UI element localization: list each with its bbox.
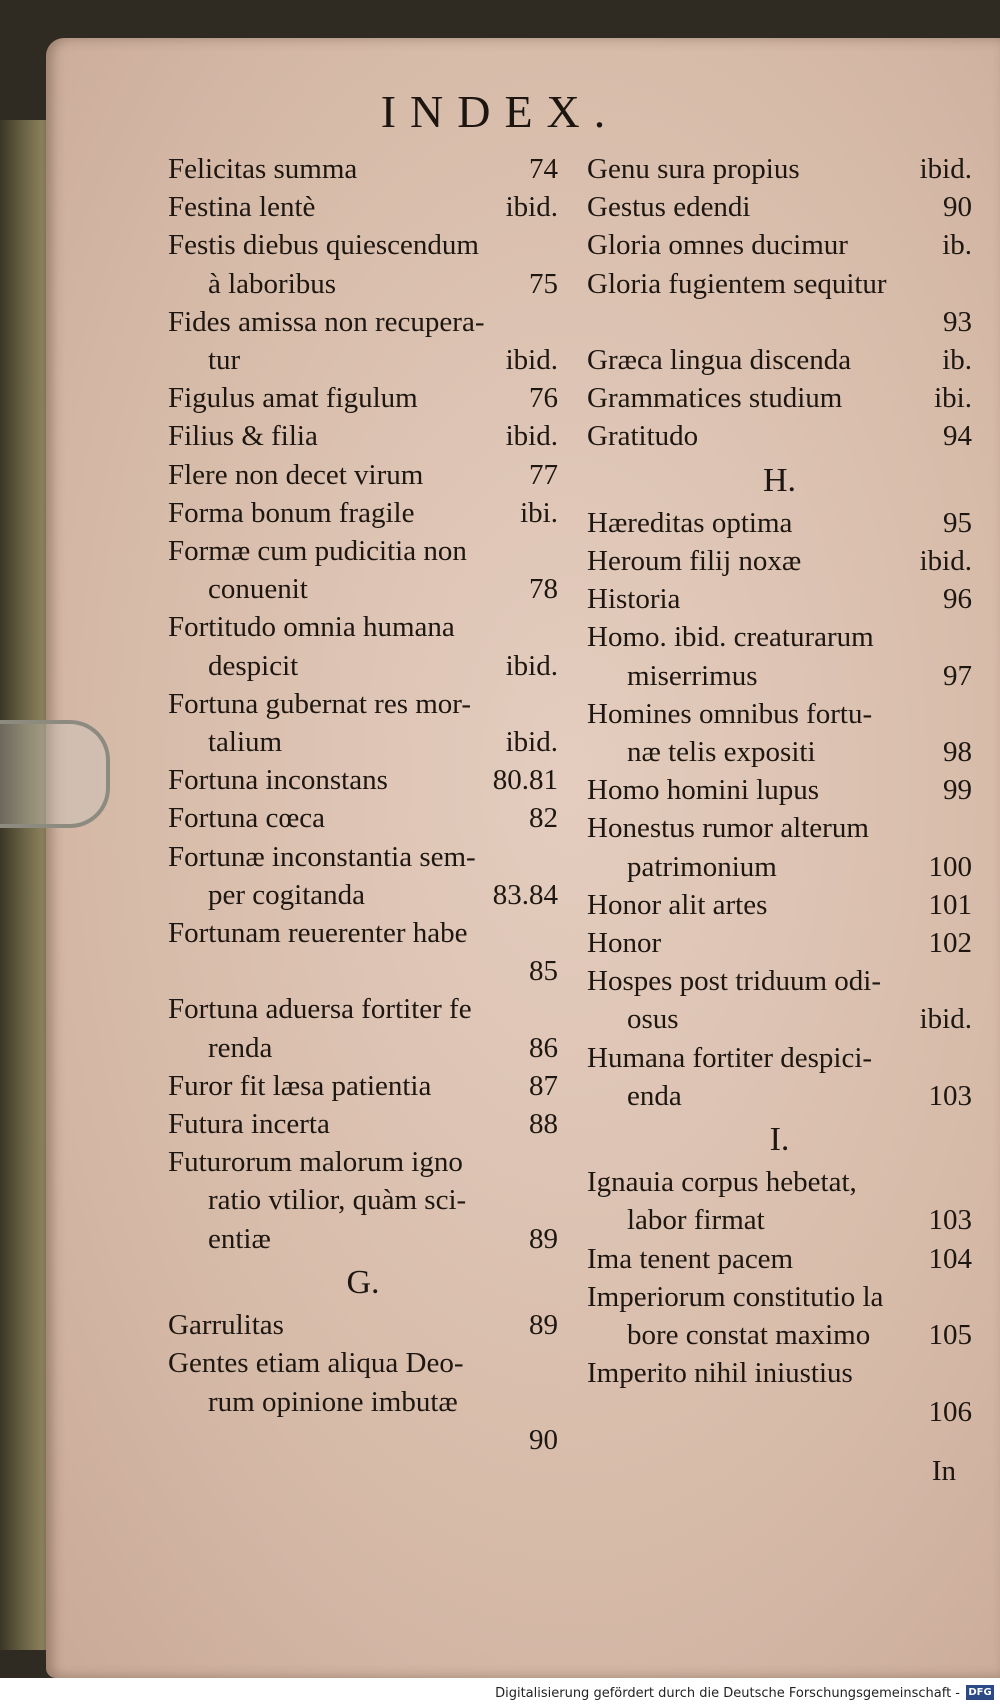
entry-page-ref: 105 [928,1319,972,1352]
index-entry [168,1306,558,1344]
entry-page-ref: 89 [529,1309,558,1342]
entry-page-ref: 98 [943,736,972,769]
entry-page-ref [548,1383,558,1421]
entry-page-ref: 95 [943,506,972,539]
entry-text: Græca lingua discenda [587,344,852,377]
entry-line [587,1039,972,1077]
entry-text: Fortuna aduersa fortiter fe [168,993,472,1026]
index-entry [168,685,558,761]
entry-page-ref: ibi. [520,496,558,529]
entry-line [168,685,558,723]
entry-page-ref: 106 [928,1395,972,1428]
entry-text: Futura incerta [168,1108,330,1141]
entry-page-ref: 85 [529,955,558,988]
entry-text: Gentes etiam aliqua Deo- [168,1347,464,1380]
entry-page-ref [548,838,558,876]
entry-page-ref: ibid. [505,726,558,759]
entry-page-ref: 97 [943,659,972,692]
entry-page-ref: ibid. [505,649,558,682]
entry-text: Fortunam reuerenter habe [168,917,468,950]
index-entry [168,417,558,455]
entry-text: Festina lentè [168,191,316,224]
entry-text: rum opinione imbutæ [208,1385,458,1418]
entry-line [587,924,972,962]
entry-line [587,417,972,455]
entry-page-ref [548,532,558,570]
entry-text: Honor alit artes [587,888,768,921]
entry-text: Ignauia corpus hebetat, [587,1166,857,1199]
entry-line [168,990,558,1028]
entry-text: Fides amissa non recupera- [168,305,485,338]
entry-page-ref: ibi. [934,382,972,415]
entry-page-ref [548,1143,558,1181]
entry-page-ref: ibid. [505,420,558,453]
entry-text: entiæ [208,1222,271,1255]
entry-line [587,1354,972,1392]
entry-line [587,695,972,733]
index-entry [587,1240,972,1278]
entry-text: Homo homini lupus [587,774,820,807]
entry-line [168,456,558,494]
index-entry [587,924,972,962]
entry-text: Gratitudo [587,420,699,453]
index-entry [168,456,558,494]
entry-line [587,771,972,809]
index-entry [587,504,972,542]
entry-page-ref [548,990,558,1028]
entry-text: Fortuna inconstans [168,764,388,797]
index-entry [168,226,558,302]
entry-text: Grammatices studium [587,382,843,415]
entry-text: conuenit [208,573,308,606]
entry-line [168,761,558,799]
entry-page-ref: 82 [529,802,558,835]
entry-line [168,1306,558,1344]
entry-text: Historia [587,583,681,616]
entry-page-ref: 89 [529,1222,558,1255]
credit-bar [0,1678,1000,1708]
entry-line [587,188,972,226]
entry-page-ref [548,685,558,723]
entry-line [168,570,558,608]
index-entry [587,695,972,771]
section-letter: G. [346,1263,380,1301]
index-entry [587,542,972,580]
entry-page-ref: 76 [529,382,558,415]
index-entry [587,1278,972,1354]
entry-text: Filius & filia [168,420,318,453]
entry-line [587,226,972,264]
index-entry [168,799,558,837]
entry-line [587,1000,972,1038]
entry-text: Gloria fugientem sequitur [587,267,887,300]
index-entry [168,990,558,1066]
index-entry [587,1354,972,1430]
index-entry [587,962,972,1038]
entry-text: Furor fit læsa patientia [168,1069,432,1102]
entry-page-ref: 90 [943,191,972,224]
entry-text: Fortunæ inconstantia sem- [168,840,476,873]
index-entry [587,226,972,264]
entry-page-ref [962,265,972,303]
catchword: In [931,1455,956,1487]
entry-page-ref: 103 [928,1204,972,1237]
index-entry [168,188,558,226]
entry-text: Festis diebus quiescendum [168,229,479,262]
entry-text: Genu sura propius [587,153,800,185]
entry-text: Honor [587,927,662,960]
entry-page-ref: 83.84 [492,878,558,911]
entry-line [168,1220,558,1258]
page-header: INDEX. [380,86,620,137]
entry-line [168,1105,558,1143]
entry-page-ref [962,618,972,656]
entry-page-ref: 93 [943,305,972,338]
dfg-logo: DFG [966,1685,994,1700]
entry-page-ref: 90 [529,1423,558,1456]
entry-page-ref [962,1039,972,1077]
entry-page-ref [962,1163,972,1201]
entry-line [587,886,972,924]
index-entry [587,188,972,226]
entry-text: Imperito nihil iniustius [587,1357,853,1390]
index-entry [168,150,558,188]
entry-line [168,952,558,990]
index-entry [168,303,558,379]
entry-line [168,150,558,188]
index-column-right [587,150,972,1431]
entry-line [587,1201,972,1239]
entry-text: Fortitudo omnia humana [168,611,455,644]
entry-line [168,226,558,264]
index-entry [168,1067,558,1105]
index-entry [587,886,972,924]
entry-page-ref: 74 [529,153,558,185]
entry-text: Hospes post triduum odi- [587,965,882,998]
entry-page-ref [548,303,558,341]
entry-line [587,1393,972,1431]
entry-line [168,303,558,341]
entry-page-ref [548,914,558,952]
entry-line [587,265,972,303]
entry-text: per cogitanda [208,878,366,911]
entry-text: Formæ cum pudicitia non [168,535,467,568]
entry-page-ref [962,1278,972,1316]
entry-line [587,580,972,618]
index-entry [587,1039,972,1115]
entry-text: Gestus edendi [587,191,751,224]
entry-line [168,1421,558,1459]
index-entry [587,771,972,809]
entry-line [587,733,972,771]
index-entry [587,1163,972,1239]
entry-page-ref [548,1181,558,1219]
entry-line [587,150,972,188]
entry-page-ref: ib. [942,344,972,377]
entry-text: patrimonium [627,850,777,883]
entry-page-ref: ibid. [505,191,558,224]
entry-line [587,1077,972,1115]
entry-page-ref: ibid. [919,545,972,578]
index-entry [587,150,972,188]
index-entry [168,1105,558,1143]
index-column-left [168,150,558,1459]
entry-line [168,188,558,226]
entry-line [168,799,558,837]
entry-line [587,1316,972,1354]
index-entry [587,379,972,417]
entry-line [168,532,558,570]
entry-line [587,542,972,580]
entry-page-ref [962,809,972,847]
index-entry [168,532,558,608]
index-entry [168,1344,558,1459]
credit-text: Digitalisierung gefördert durch die Deutsche Forschungsgemeinschaft - [495,1686,960,1701]
entry-text: Imperiorum constitutio la [587,1280,884,1313]
entry-line [168,1143,558,1181]
index-entry [168,1143,558,1258]
entry-text: ratio vtilior, quàm sci- [208,1184,467,1217]
entry-page-ref: 102 [928,927,972,960]
entry-line [587,848,972,886]
entry-text: renda [208,1031,273,1064]
entry-page-ref: ib. [942,229,972,262]
entry-page-ref [962,962,972,1000]
entry-page-ref [548,608,558,646]
entry-text: Forma bonum fragile [168,496,415,529]
entry-text: Honestus rumor alterum [587,812,869,845]
entry-text: næ telis expositi [627,736,816,769]
entry-text: Homo. ibid. creaturarum [587,621,874,654]
entry-line [587,1163,972,1201]
entry-page-ref: ibid. [919,1003,972,1036]
entry-text: bore constat maximo [627,1319,871,1352]
entry-text: enda [627,1079,682,1112]
index-entry [587,580,972,618]
entry-text: tur [208,344,241,377]
section-letter: I. [769,1121,790,1159]
index-entry [587,417,972,455]
entry-page-ref [548,1344,558,1382]
entry-line [587,504,972,542]
entry-line [587,809,972,847]
entry-text: Hæreditas optima [587,506,793,539]
entry-text: Gloria omnes ducimur [587,229,848,262]
entry-text: à laboribus [208,267,337,300]
entry-page-ref: 80.81 [492,764,558,797]
entry-text: miserrimus [627,659,758,692]
index-entry [587,809,972,885]
entry-page-ref: ibid. [919,153,972,185]
index-entry [168,379,558,417]
entry-text: talium [208,726,283,759]
entry-line [168,608,558,646]
entry-text: Fortuna gubernat res mor- [168,687,472,720]
page-clip [0,720,110,828]
entry-page-ref: 96 [943,583,972,616]
entry-line [168,1029,558,1067]
entry-line [168,417,558,455]
index-entry [587,265,972,341]
index-entry [587,341,972,379]
entry-text: Felicitas summa [168,153,358,185]
entry-text: osus [627,1003,679,1036]
entry-line [168,876,558,914]
entry-line [168,379,558,417]
entry-line [587,1278,972,1316]
entry-text: Futurorum malorum igno [168,1146,463,1179]
index-entry [168,494,558,532]
entry-line [587,1240,972,1278]
entry-line [168,1067,558,1105]
entry-text: Ima tenent pacem [587,1242,794,1275]
entry-page-ref [962,695,972,733]
entry-line [168,341,558,379]
entry-line [587,303,972,341]
entry-page-ref: 77 [529,458,558,491]
entry-page-ref: 78 [529,573,558,606]
entry-text: Humana fortiter despici- [587,1041,873,1074]
entry-line [168,1383,558,1421]
entry-text: Homines omnibus fortu- [587,697,873,730]
entry-line [168,1344,558,1382]
entry-line [587,379,972,417]
entry-text: labor firmat [627,1204,765,1237]
index-entry [168,608,558,684]
entry-page-ref: ibid. [505,344,558,377]
entry-line [168,838,558,876]
entry-text: Flere non decet virum [168,458,424,491]
entry-line [587,618,972,656]
entry-line [587,341,972,379]
entry-text: despicit [208,649,299,682]
entry-page-ref [548,226,558,264]
index-entry [168,761,558,799]
entry-line [587,962,972,1000]
entry-page-ref: 99 [943,774,972,807]
index-entry [168,914,558,990]
entry-page-ref: 104 [928,1242,972,1275]
entry-page-ref: 100 [928,850,972,883]
entry-line [168,914,558,952]
entry-page-ref: 88 [529,1108,558,1141]
entry-page-ref: 86 [529,1031,558,1064]
section-letter: H. [762,461,797,499]
entry-line [168,1181,558,1219]
entry-line [587,657,972,695]
entry-line [168,494,558,532]
index-entry [587,618,972,694]
entry-line [168,265,558,303]
entry-page-ref: 103 [928,1079,972,1112]
entry-text: Figulus amat figulum [168,382,418,415]
entry-page-ref: 87 [529,1069,558,1102]
entry-page-ref: 94 [943,420,972,453]
entry-page-ref: 101 [928,888,972,921]
entry-line [168,647,558,685]
entry-text: Fortuna cœca [168,802,326,835]
entry-page-ref: 75 [529,267,558,300]
entry-page-ref [962,1354,972,1392]
index-entry [168,838,558,914]
entry-text: Garrulitas [168,1309,284,1342]
entry-line [168,723,558,761]
entry-text: Heroum filij noxæ [587,545,802,578]
